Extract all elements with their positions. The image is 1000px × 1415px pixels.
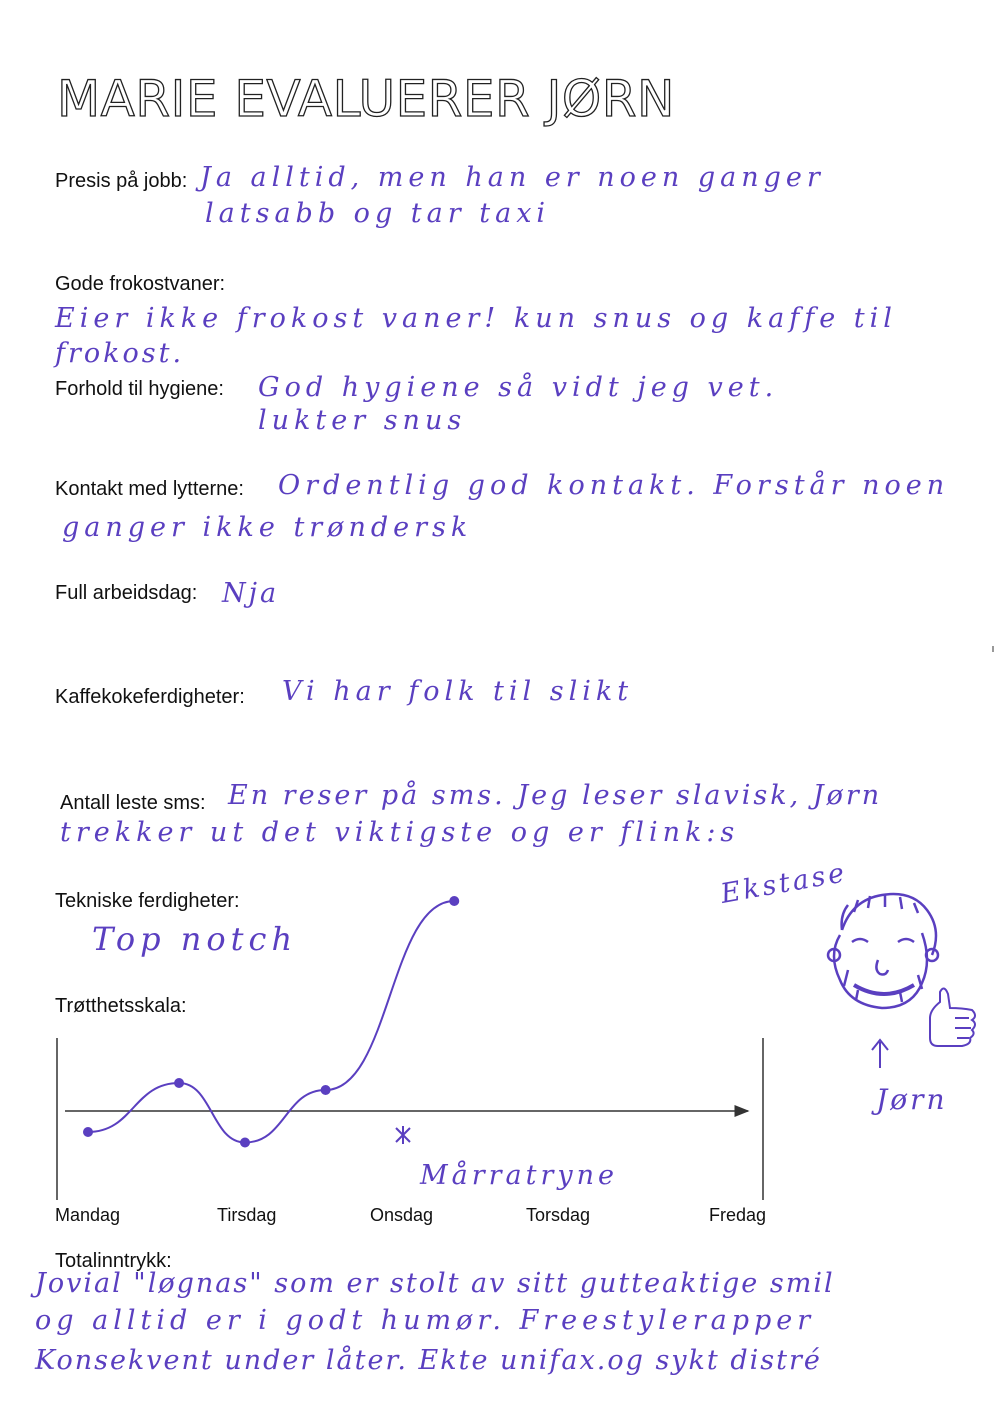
answer-arbeidsdag: Nja — [222, 578, 280, 609]
answer-presis-line1: Ja alltid, men han er noen ganger — [200, 162, 825, 193]
trend-point-5 — [449, 896, 459, 906]
annotation-ekstase: Ekstase — [718, 857, 850, 910]
thumbs-up-sketch — [930, 988, 975, 1046]
label-presis: Presis på jobb: — [55, 170, 188, 192]
day-label-onsdag: Onsdag — [370, 1205, 434, 1225]
trend-point-2 — [174, 1078, 184, 1088]
scan-edge-mark — [992, 646, 994, 652]
label-totalinntrykk: Totalinntrykk: — [55, 1250, 172, 1272]
label-trotthet: Trøtthetsskala: — [55, 995, 187, 1017]
answer-frokost-line1: Eier ikke frokost vaner! kun snus og kaffe til — [55, 303, 897, 334]
label-sms: Antall leste sms: — [60, 792, 206, 814]
day-label-fredag: Fredag — [709, 1205, 767, 1225]
answer-sms-line1: En reser på sms. Jeg leser slavisk, Jørn — [228, 780, 883, 811]
trend-line — [88, 901, 454, 1143]
sketch-caption-jorn: Jørn — [876, 1083, 948, 1116]
day-label-tirsdag: Tirsdag — [217, 1205, 277, 1225]
answer-total-line1: Jovial "løgnas" som er stolt av sitt gutteaktige smil — [35, 1268, 835, 1299]
arrow-up-sketch — [872, 1040, 888, 1068]
answer-kaffe: Vi har folk til slikt — [282, 676, 634, 707]
label-kaffe: Kaffekokeferdigheter: — [55, 686, 245, 708]
label-frokost: Gode frokostvaner: — [55, 273, 226, 295]
label-kontakt: Kontakt med lytterne: — [55, 478, 244, 500]
answer-tekniske: Top notch — [92, 920, 298, 958]
trend-point-4 — [321, 1085, 331, 1095]
trend-point-1 — [83, 1127, 93, 1137]
answer-presis-line2: latsabb og tar taxi — [205, 198, 551, 229]
label-tekniske: Tekniske ferdigheter: — [55, 890, 240, 912]
star-mark — [396, 1126, 410, 1144]
trend-point-3 — [240, 1138, 250, 1148]
answer-kontakt-line2: ganger ikke trøndersk — [62, 512, 473, 543]
answer-kontakt-line1: Ordentlig god kontakt. Forstår noen — [278, 470, 950, 501]
jorn-face-sketch — [828, 894, 938, 1008]
answer-sms-line2: trekker ut det viktigste og er flink:s — [60, 817, 740, 848]
annotation-marratryne: Mårratryne — [420, 1160, 619, 1191]
day-label-mandag: Mandag — [55, 1205, 121, 1225]
day-label-torsdag: Torsdag — [526, 1205, 591, 1225]
page-title: MARIE EVALUERER JØRN — [57, 70, 675, 128]
label-arbeidsdag: Full arbeidsdag: — [55, 582, 198, 604]
label-hygiene: Forhold til hygiene: — [55, 378, 224, 400]
answer-total-line2: og alltid er i godt humør. Freestylerapper — [35, 1305, 816, 1336]
answer-hygiene-line2: lukter snus — [258, 405, 467, 436]
answer-hygiene-line1: God hygiene så vidt jeg vet. — [258, 372, 779, 403]
answer-frokost-line2: frokost. — [55, 338, 185, 369]
answer-total-line3: Konsekvent under låter. Ekte unifax.og sykt distré — [35, 1345, 822, 1376]
